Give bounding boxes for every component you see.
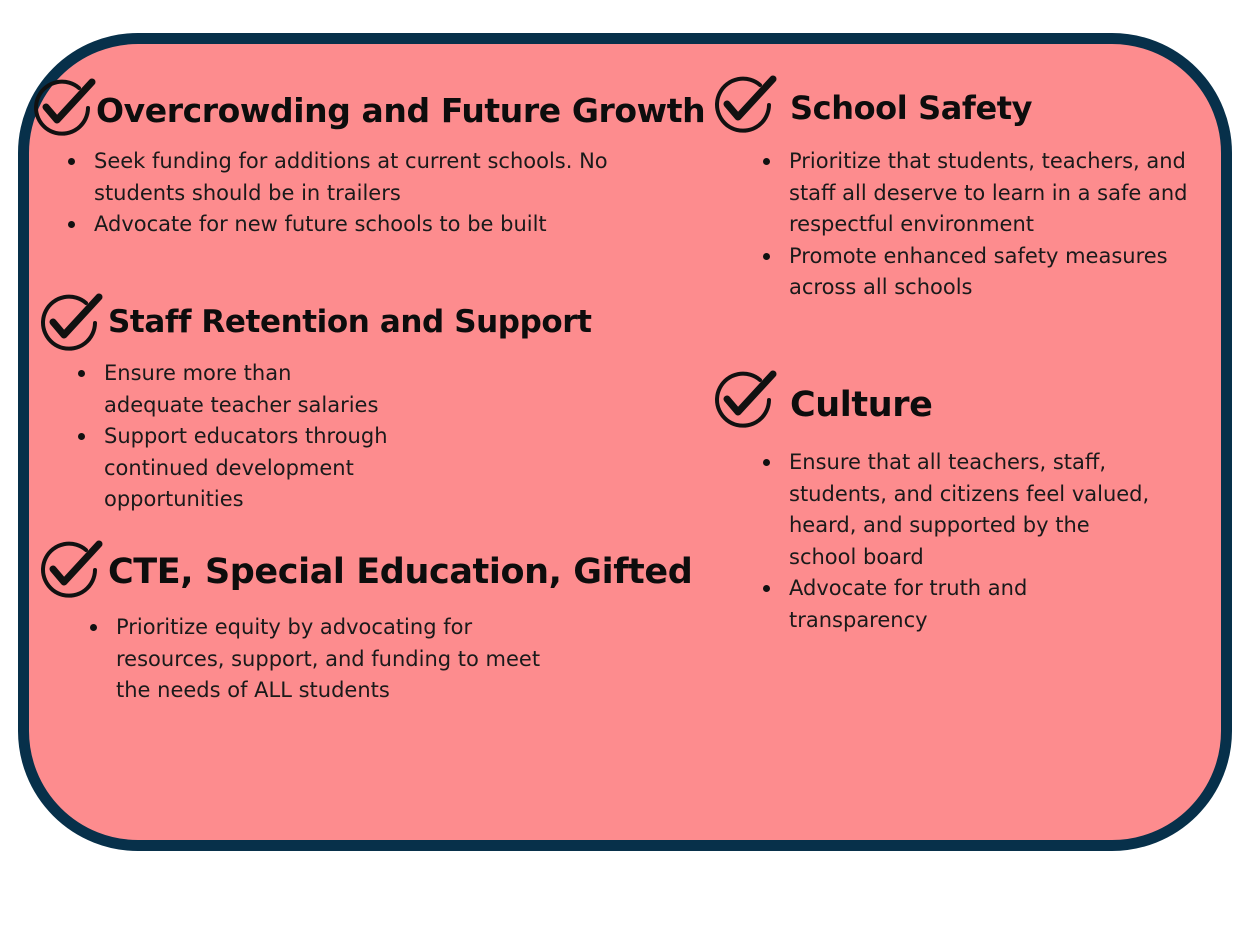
list-item: Ensure more than adequate teacher salaries <box>74 358 394 421</box>
check-circle-icon <box>37 291 103 351</box>
check-circle-icon <box>711 73 777 133</box>
bullet-list <box>64 146 634 241</box>
bullet-list <box>86 612 546 707</box>
list-item: Prioritize equity by advocating for resources, support, and funding to meet the needs of ALL students <box>86 612 546 707</box>
list-item: Advocate for truth and transparency <box>759 573 1159 636</box>
bullet-list <box>759 146 1189 304</box>
check-circle-icon <box>711 368 777 428</box>
check-circle-icon <box>37 538 103 598</box>
list-item: Seek funding for additions at current schools. No students should be in trailers <box>64 146 634 209</box>
list-item: Promote enhanced safety measures across all schools <box>759 241 1189 304</box>
list-item: Advocate for new future schools to be built <box>64 209 634 241</box>
section-title: School Safety <box>790 89 1033 127</box>
list-item: Prioritize that students, teachers, and staff all deserve to learn in a safe and respectful environment <box>759 146 1189 241</box>
bullet-list <box>74 358 394 516</box>
section-title: Staff Retention and Support <box>108 304 592 340</box>
section-title: CTE, Special Education, Gifted <box>108 552 693 592</box>
bullet-list <box>759 447 1159 636</box>
section-title: Overcrowding and Future Growth <box>96 91 706 130</box>
section-title: Culture <box>790 385 933 425</box>
check-circle-icon <box>30 76 96 136</box>
list-item: Ensure that all teachers, staff, students, and citizens feel valued, heard, and supported by the school board <box>759 447 1159 573</box>
list-item: Support educators through continued development opportunities <box>74 421 394 516</box>
